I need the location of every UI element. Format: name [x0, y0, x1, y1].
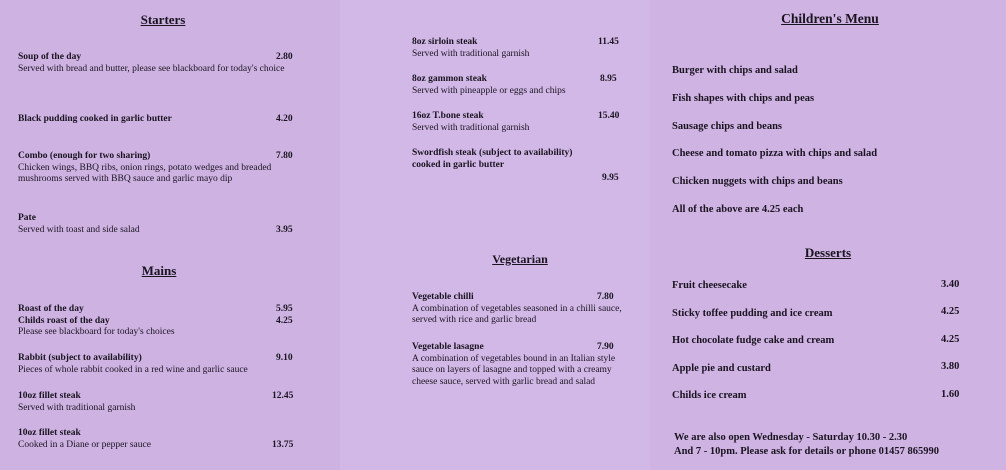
- item-name-line2: cooked in garlic butter: [412, 159, 505, 170]
- menu-item: [18, 304, 278, 339]
- item-desc: Served with traditional garnish: [18, 402, 136, 413]
- dessert-name: Sticky toffee pudding and ice cream: [672, 308, 833, 319]
- item-name: Rabbit (subject to availability): [18, 353, 142, 363]
- childrens-price-note: All of the above are 4.25 each: [672, 204, 804, 215]
- opening-hours-line1: We are also open Wednesday - Saturday 10.30 - 2.30: [674, 432, 908, 443]
- item-price: 12.45: [272, 391, 294, 401]
- item-name: 10oz fillet steak: [18, 391, 81, 401]
- menu-item: [18, 213, 268, 236]
- childrens-item: Burger with chips and salad: [672, 65, 798, 76]
- item-desc: Served with toast and side salad: [18, 224, 140, 235]
- item-price: 7.90: [597, 342, 614, 352]
- desserts-heading: Desserts: [804, 245, 852, 260]
- mains-heading: Mains: [141, 263, 177, 278]
- menu-panel-right: [650, 0, 1006, 470]
- item-name: Roast of the day: [18, 304, 84, 314]
- menu-item: [18, 52, 298, 75]
- item-price: 2.80: [276, 52, 293, 62]
- dessert-price: 4.25: [941, 334, 960, 345]
- item-name: Soup of the day: [18, 52, 82, 62]
- item-name: 10oz fillet steak: [18, 428, 81, 438]
- menu-item: [412, 148, 612, 171]
- item-desc: A combination of vegetables bound in an Italian style sauce on layers of lasagne and topped with a creamy cheese sauce, served with garlic bread and salad: [412, 353, 616, 387]
- dessert-name: Fruit cheesecake: [672, 280, 747, 291]
- childrens-item: Fish shapes with chips and peas: [672, 93, 815, 104]
- menu-item: [18, 114, 268, 126]
- opening-hours-note: [674, 431, 1004, 459]
- childrens-item: Cheese and tomato pizza with chips and salad: [672, 148, 878, 159]
- dessert-price: 3.80: [941, 361, 960, 372]
- item-desc: Served with pineapple or eggs and chips: [412, 85, 566, 96]
- menu-panel-middle: [340, 0, 650, 470]
- starters-heading: Starters: [140, 12, 186, 27]
- dessert-price: 4.25: [941, 306, 960, 317]
- childrens-item: Sausage chips and beans: [672, 121, 782, 132]
- dessert-price: 1.60: [941, 389, 960, 400]
- menu-item: [18, 353, 278, 376]
- menu-item: [18, 151, 303, 186]
- item-price: 7.80: [276, 151, 293, 161]
- item-price-secondary: 4.25: [276, 316, 293, 326]
- item-price: 11.45: [598, 37, 619, 47]
- menu-item: [412, 37, 592, 60]
- item-name-secondary: Childs roast of the day: [18, 315, 110, 326]
- item-price: 3.95: [276, 225, 293, 235]
- item-price: 9.95: [602, 173, 619, 183]
- item-name: Swordfish steak (subject to availability): [412, 148, 573, 158]
- item-name: Pate: [18, 213, 36, 223]
- item-desc: Chicken wings, BBQ ribs, onion rings, potato wedges and breaded mushrooms served with BBQ sauce and garlic mayo dip: [18, 162, 272, 184]
- dessert-name: Hot chocolate fudge cake and cream: [672, 335, 835, 346]
- item-price: 4.20: [276, 114, 293, 124]
- item-price: 8.95: [600, 74, 617, 84]
- item-price: 5.95: [276, 304, 293, 314]
- dessert-price: 3.40: [941, 279, 960, 290]
- item-price: 13.75: [272, 440, 294, 450]
- item-name: Vegetable lasagne: [412, 342, 484, 352]
- menu-item: [412, 342, 627, 388]
- item-name: 8oz gammon steak: [412, 74, 487, 84]
- item-price: 7.80: [597, 292, 614, 302]
- opening-hours-line2: And 7 - 10pm. Please ask for details or phone 01457 865990: [674, 446, 940, 457]
- menu-item: [412, 111, 592, 134]
- item-name: Vegetable chilli: [412, 292, 474, 302]
- item-desc: Cooked in a Diane or pepper sauce: [18, 439, 151, 450]
- item-desc: Served with traditional garnish: [412, 122, 530, 133]
- dessert-name: Childs ice cream: [672, 390, 747, 401]
- item-name: 8oz sirloin steak: [412, 37, 478, 47]
- menu-item: [412, 292, 627, 327]
- item-desc: Please see blackboard for today's choices: [18, 327, 175, 337]
- item-name: Combo (enough for two sharing): [18, 151, 151, 161]
- menu-panel-left: [0, 0, 340, 470]
- item-name: Black pudding cooked in garlic butter: [18, 114, 172, 124]
- dessert-name: Apple pie and custard: [672, 363, 771, 374]
- item-price: 15.40: [598, 111, 620, 121]
- childrens-menu-heading: Children's Menu: [781, 11, 879, 26]
- item-desc: A combination of vegetables seasoned in a chilli sauce, served with rice and garlic bread: [412, 303, 622, 325]
- vegetarian-heading: Vegetarian: [492, 252, 548, 266]
- item-desc: Served with traditional garnish: [412, 48, 530, 59]
- item-name: 16oz T.bone steak: [412, 111, 484, 121]
- item-desc: Served with bread and butter, please see blackboard for today's choice: [18, 63, 285, 74]
- menu-item: [18, 391, 258, 414]
- menu-item: [18, 428, 258, 451]
- menu-item: [412, 74, 602, 97]
- childrens-item: Chicken nuggets with chips and beans: [672, 176, 843, 187]
- item-desc: Pieces of whole rabbit cooked in a red wine and garlic sauce: [18, 364, 248, 375]
- item-price: 9.10: [276, 353, 293, 363]
